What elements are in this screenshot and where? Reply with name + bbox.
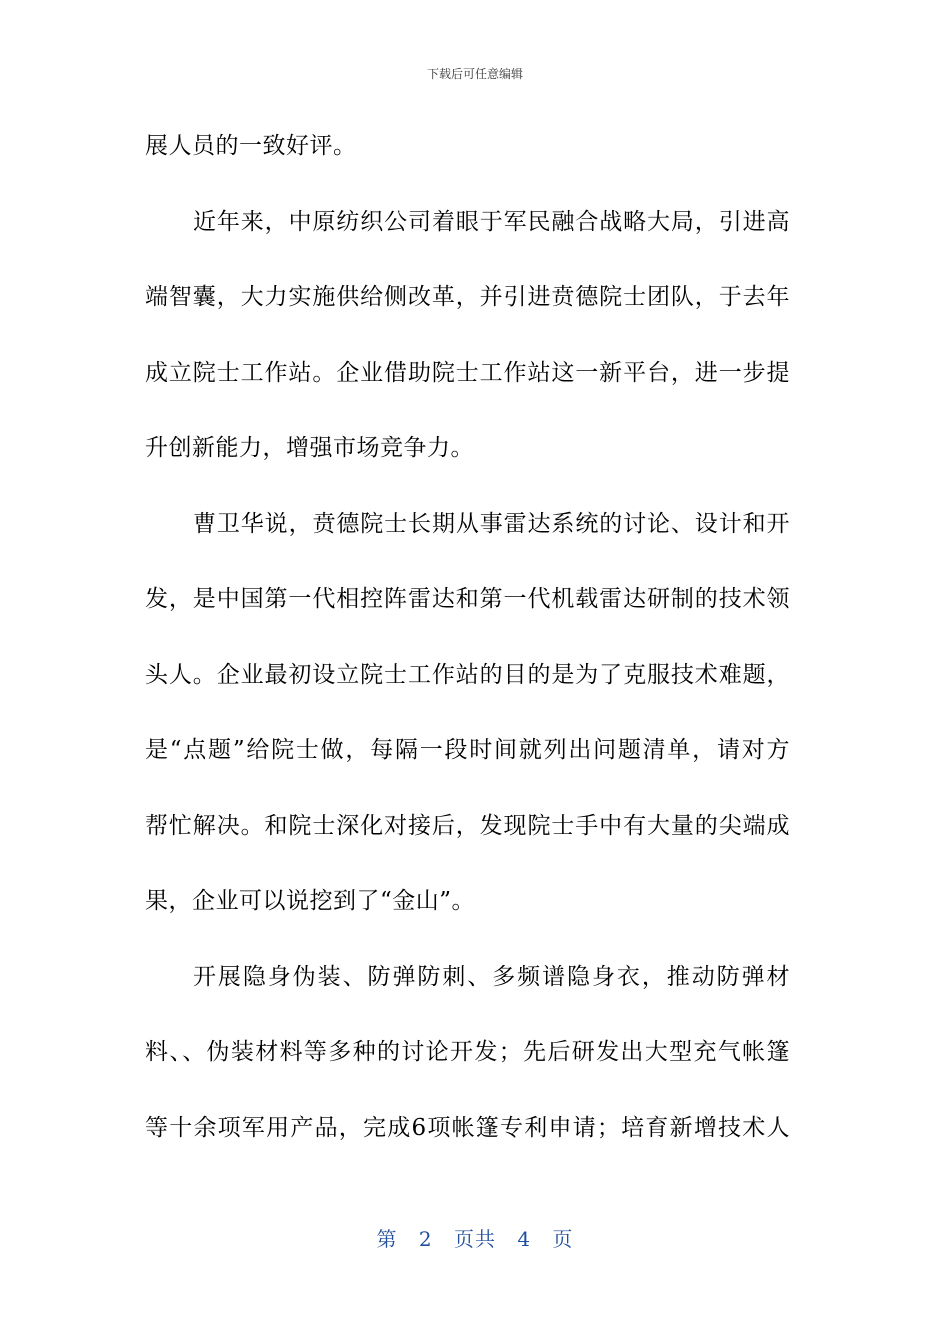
- text-line: 是“点题”给院士做，每隔一段时间就列出问题清单，请对方: [145, 737, 790, 763]
- text-line: 帮忙解决。和院士深化对接后，发现院士手中有大量的尖端成: [145, 812, 790, 839]
- text-line: 料、、伪装材料等多种的讨论开发；先后研发出大型充气帐篷: [145, 1039, 790, 1065]
- text-line: 开展隐身伪装、防弹防刺、多频谱隐身衣，推动防弹材: [193, 963, 790, 990]
- text-line: 升创新能力，增强市场竞争力。: [145, 435, 474, 461]
- text-line: 发，是中国第一代相控阵雷达和第一代机载雷达研制的技术领: [145, 586, 790, 612]
- page-header: 下载后可任意编辑: [426, 67, 523, 81]
- page-footer: 第 2 页共 4 页: [376, 1227, 574, 1251]
- text-line: 展人员的一致好评。: [145, 133, 357, 159]
- text-line: 成立院士工作站。企业借助院士工作站这一新平台，进一步提: [145, 359, 790, 386]
- text-line: 果，企业可以说挖到了“金山”。: [145, 888, 476, 914]
- text-line: 等十余项军用产品，完成6项帐篷专利申请；培育新增技术人: [145, 1114, 790, 1141]
- document-body: [145, 128, 790, 1185]
- text-line: 曹卫华说，贲德院士长期从事雷达系统的讨论、设计和开: [193, 510, 790, 537]
- text-line: 端智囊，大力实施供给侧改革，并引进贲德院士团队，于去年: [145, 284, 790, 310]
- text-line: 近年来，中原纺织公司着眼于军民融合战略大局，引进高: [193, 208, 790, 235]
- text-line: 头人。企业最初设立院士工作站的目的是为了克服技术难题，: [145, 661, 790, 688]
